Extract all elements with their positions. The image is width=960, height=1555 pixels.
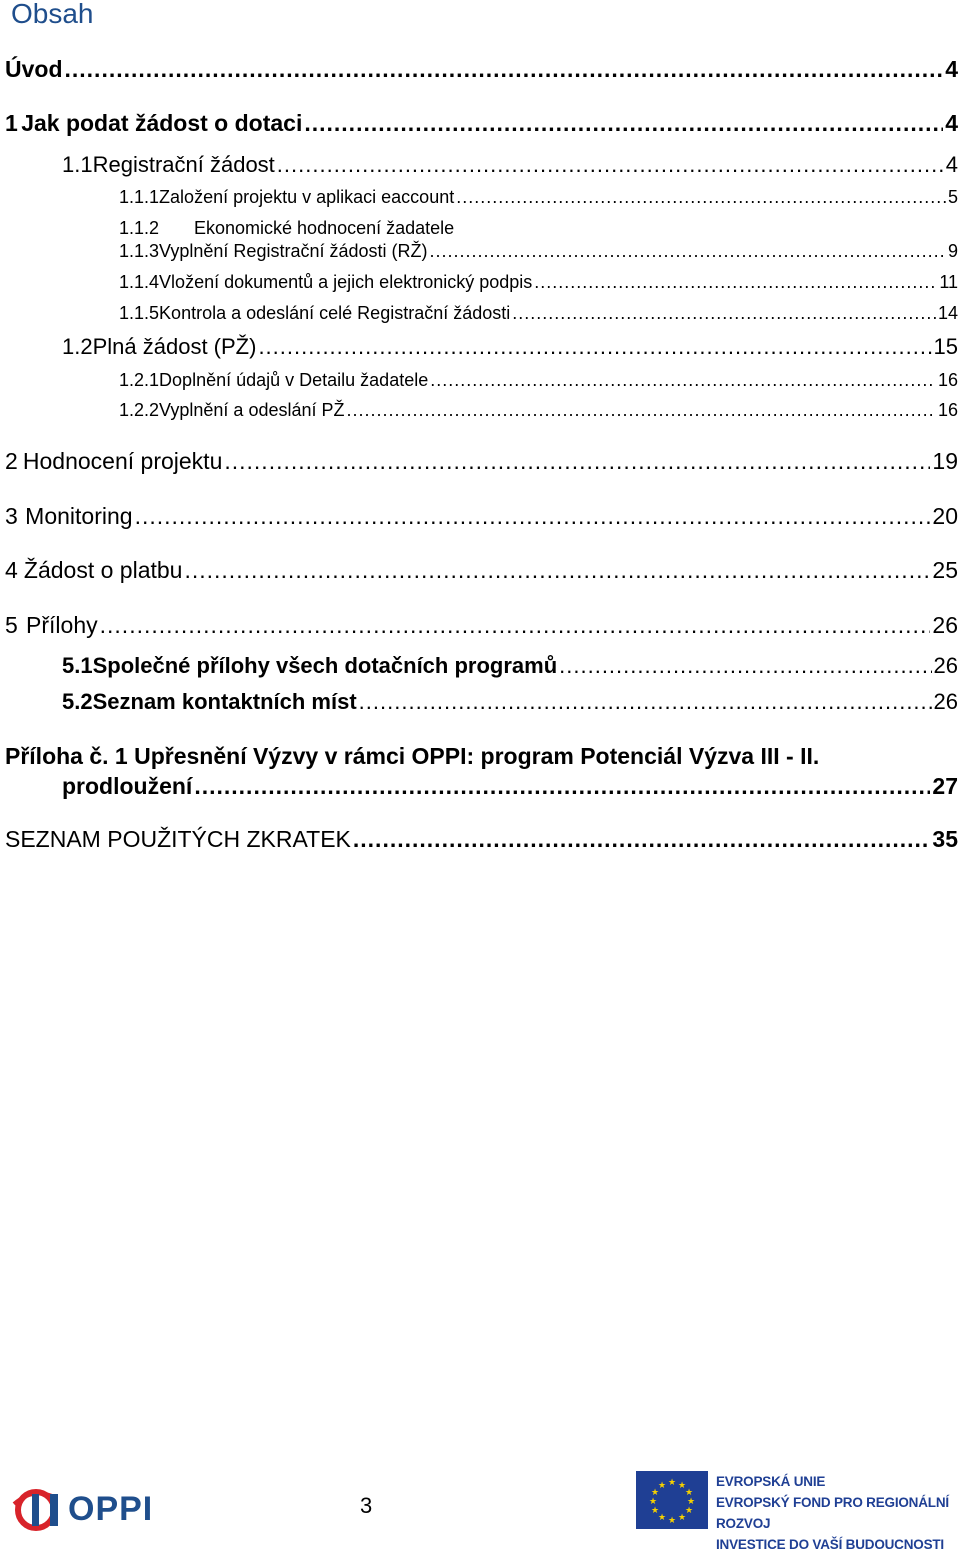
toc-leader xyxy=(277,152,944,178)
toc-page: 35 xyxy=(932,826,958,852)
oppi-logo-text: OPPI xyxy=(68,1490,154,1528)
oppi-logo xyxy=(12,1484,172,1536)
eu-text xyxy=(716,1471,956,1555)
toc-label: Seznam kontaktních míst xyxy=(92,689,357,714)
toc-page: 25 xyxy=(932,557,958,583)
toc-leader xyxy=(512,303,936,324)
toc-page: 27 xyxy=(932,773,958,799)
toc-leader xyxy=(534,272,937,293)
svg-text:★: ★ xyxy=(667,1516,677,1526)
toc-label: prodloužení xyxy=(62,773,193,799)
toc-label: Jak podat žádost o dotaci xyxy=(21,110,303,136)
toc-entry-1-1-5[interactable] xyxy=(0,303,958,327)
toc-page: 4 xyxy=(945,56,958,82)
toc-label: Příloha č. 1 Upřesnění Výzvy v rámci OPPI: program Potenciál Výzva III - II. xyxy=(5,743,820,769)
toc-entry-uvod[interactable] xyxy=(0,56,958,86)
toc-entry-priloha-1-cont[interactable] xyxy=(0,773,958,803)
svg-text:★: ★ xyxy=(648,1497,658,1507)
toc-entry-seznam-zkratek[interactable] xyxy=(0,826,958,856)
toc-number: 1.1.3 xyxy=(119,241,160,261)
toc-page: 4 xyxy=(945,110,958,136)
eu-line-3: INVESTICE DO VAŠÍ BUDOUCNOSTI xyxy=(716,1537,944,1552)
toc-leader xyxy=(456,187,946,208)
toc-entry-3[interactable] xyxy=(0,503,958,533)
toc-page: 4 xyxy=(945,152,958,177)
toc-number: 1.2.2 xyxy=(119,400,160,420)
svg-text:★: ★ xyxy=(684,1488,694,1498)
toc-number: 2 xyxy=(5,448,18,474)
toc-leader xyxy=(353,826,931,853)
toc-entry-1-1-4[interactable] xyxy=(0,272,958,296)
toc-number: 1.2.1 xyxy=(119,370,160,390)
toc-entry-5-2[interactable] xyxy=(0,689,958,719)
toc-page: 19 xyxy=(932,448,958,474)
toc-leader xyxy=(135,503,931,530)
toc-entry-2[interactable] xyxy=(0,448,958,478)
toc-number: 5 xyxy=(5,612,18,638)
toc-leader xyxy=(258,334,931,360)
toc-number: 1.1.2 xyxy=(119,218,160,238)
svg-text:★: ★ xyxy=(657,1481,667,1491)
page-number: 3 xyxy=(360,1493,373,1518)
toc-label: Registrační žádost xyxy=(92,152,275,177)
toc-leader xyxy=(194,773,930,800)
toc-label: Monitoring xyxy=(25,503,133,529)
toc-number: 1.1.1 xyxy=(119,187,160,207)
toc-label: Vložení dokumentů a jejich elektronický podpis xyxy=(159,272,533,292)
toc-page: 20 xyxy=(932,503,958,529)
toc-entry-1-2-2[interactable] xyxy=(0,400,958,424)
toc-number: 1.1 xyxy=(62,152,93,177)
svg-text:★: ★ xyxy=(684,1506,694,1516)
toc-number: 4 xyxy=(5,557,18,583)
toc-page: 11 xyxy=(939,272,958,292)
toc-label: Žádost o platbu xyxy=(23,557,183,583)
toc-label: Vyplnění Registrační žádosti (RŽ) xyxy=(159,241,428,261)
toc-label: Kontrola a odeslání celé Registrační žádosti xyxy=(159,303,511,323)
svg-text:★: ★ xyxy=(677,1481,687,1491)
svg-text:★: ★ xyxy=(686,1497,696,1507)
toc-label: Založení projektu v aplikaci eaccount xyxy=(159,187,455,207)
toc-number: 1.2 xyxy=(62,334,93,359)
toc-leader xyxy=(429,241,946,262)
toc-number: 1.1.4 xyxy=(119,272,160,292)
toc-page: 26 xyxy=(932,612,958,638)
toc-label: SEZNAM POUŽITÝCH ZKRATEK xyxy=(5,826,351,852)
toc-label: Přílohy xyxy=(26,612,98,638)
toc-entry-1-2[interactable] xyxy=(0,334,958,364)
toc-number: 1.1.5 xyxy=(119,303,160,323)
toc-page: 15 xyxy=(933,334,958,359)
toc-number: 1 xyxy=(5,110,18,136)
toc-number: 3 xyxy=(5,503,18,529)
toc-label: Ekonomické hodnocení žadatele xyxy=(194,218,455,238)
toc-number: 5.1 xyxy=(62,653,93,678)
toc-page: 16 xyxy=(937,400,958,420)
toc-entry-4[interactable] xyxy=(0,557,958,587)
toc-entry-5-1[interactable] xyxy=(0,653,958,683)
eu-logo xyxy=(636,1471,956,1552)
toc-entry-1-1-2[interactable] xyxy=(0,218,958,242)
toc-leader xyxy=(304,110,943,137)
toc-leader xyxy=(65,56,944,83)
toc-leader xyxy=(100,612,931,639)
toc-entry-5[interactable] xyxy=(0,612,958,642)
toc-page: 26 xyxy=(933,653,958,678)
toc-page: 14 xyxy=(937,303,958,323)
toc-leader xyxy=(359,689,932,715)
toc-leader xyxy=(347,400,936,421)
page-title: Obsah xyxy=(11,0,94,29)
svg-text:★: ★ xyxy=(657,1513,667,1523)
toc-label: Společné přílohy všech dotačních programů xyxy=(92,653,558,678)
toc-page: 9 xyxy=(947,241,958,261)
toc-label: Hodnocení projektu xyxy=(22,448,223,474)
svg-text:★: ★ xyxy=(677,1513,687,1523)
toc-page: 26 xyxy=(933,689,958,714)
eu-line-2: EVROPSKÝ FOND PRO REGIONÁLNÍ ROZVOJ xyxy=(716,1495,949,1531)
toc-entry-1-1[interactable] xyxy=(0,152,958,182)
toc-entry-priloha-1[interactable] xyxy=(0,743,958,773)
toc-leader xyxy=(559,653,931,679)
toc-entry-1[interactable] xyxy=(0,110,958,140)
toc-entry-1-2-1[interactable] xyxy=(0,370,958,394)
toc-entry-1-1-1[interactable] xyxy=(0,187,958,211)
toc-label: Doplnění údajů v Detailu žadatele xyxy=(159,370,429,390)
eu-line-1: EVROPSKÁ UNIE xyxy=(716,1474,826,1489)
toc-number: 5.2 xyxy=(62,689,93,714)
toc-page: 16 xyxy=(937,370,958,390)
toc-leader xyxy=(224,448,930,475)
toc-label: Vyplnění a odeslání PŽ xyxy=(159,400,345,420)
svg-text:★: ★ xyxy=(667,1478,677,1488)
toc-label: Plná žádost (PŽ) xyxy=(92,334,257,359)
toc-leader xyxy=(184,557,930,584)
toc-page: 5 xyxy=(947,187,958,207)
toc-leader xyxy=(430,370,936,391)
eu-flag-icon xyxy=(636,1471,708,1529)
svg-text:★: ★ xyxy=(650,1488,660,1498)
toc-entry-1-1-3[interactable] xyxy=(0,241,958,265)
svg-text:★: ★ xyxy=(650,1506,660,1516)
toc-label: Úvod xyxy=(5,56,63,82)
